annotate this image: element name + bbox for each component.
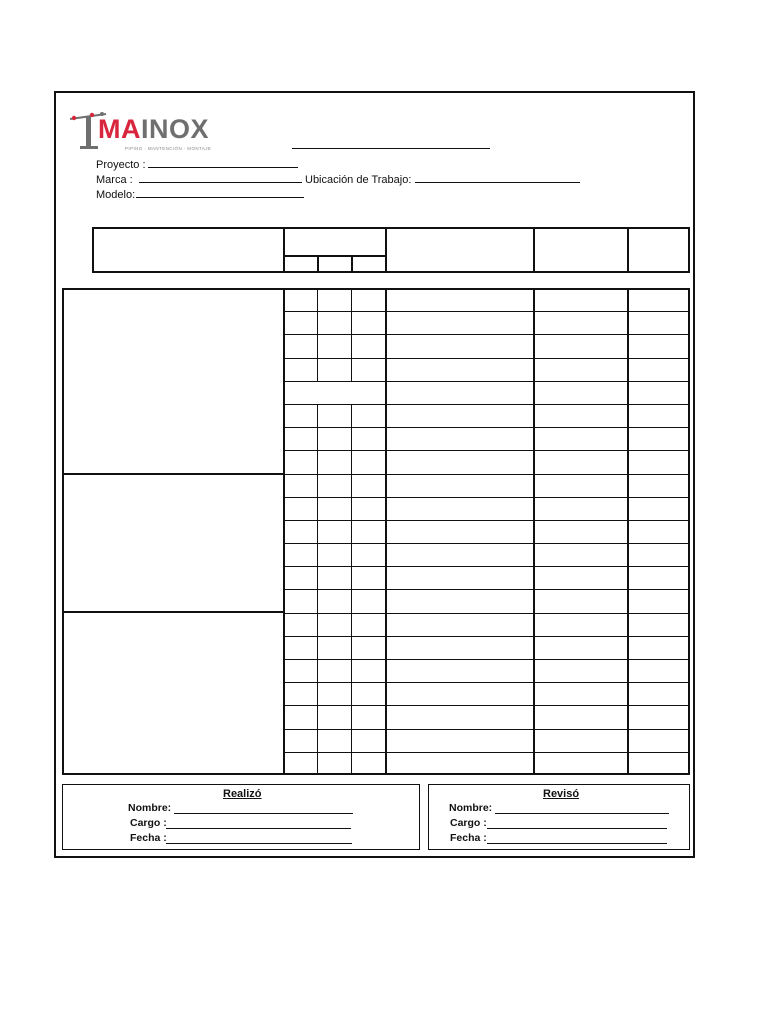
grid-row-line [283, 311, 690, 312]
grid-row-line [283, 520, 690, 521]
grid-row-line [283, 566, 690, 567]
grid-row-line [283, 543, 690, 544]
inspection-grid [62, 288, 690, 775]
reviso-nombre-label: Nombre: [449, 802, 493, 814]
grid-row-line [283, 474, 690, 475]
realizo-fecha-label: Fecha : [130, 832, 167, 844]
header-divider [627, 227, 629, 273]
header-divider [283, 227, 285, 273]
grid-row-line [283, 752, 690, 753]
reviso-fecha-line[interactable] [487, 843, 667, 844]
grid-row-line [283, 497, 690, 498]
grid-column-divider [533, 288, 535, 775]
reviso-title: Revisó [543, 788, 580, 800]
title-blank-line [292, 148, 490, 149]
marca-field[interactable]: Marca : [96, 174, 302, 187]
grid-column-divider [283, 288, 285, 775]
modelo-field[interactable]: Modelo: [96, 189, 304, 202]
realizo-title: Realizó [223, 788, 262, 800]
ubicacion-field[interactable]: Ubicación de Trabajo: [305, 174, 580, 187]
grid-row-line [283, 589, 690, 590]
grid-column-divider [385, 288, 387, 775]
grid-section-divider [62, 473, 283, 475]
reviso-cargo-line[interactable] [487, 828, 667, 829]
grid-row-line [283, 358, 690, 359]
realizo-nombre-line[interactable] [174, 813, 353, 814]
grid-row-line [283, 613, 690, 614]
realizo-cargo-line[interactable] [166, 828, 351, 829]
realizo-cargo-label: Cargo : [130, 817, 167, 829]
grid-row-line [283, 659, 690, 660]
grid-row-line [283, 381, 690, 382]
grid-section-divider [62, 611, 283, 613]
grid-row-line [283, 427, 690, 428]
proyecto-field[interactable]: Proyecto : [96, 159, 298, 172]
brand-wordmark: MAINOX [98, 114, 210, 144]
grid-row-line [283, 636, 690, 637]
grid-row-line [283, 450, 690, 451]
grid-row-line [283, 705, 690, 706]
grid-row-line [283, 404, 690, 405]
grid-row-line [283, 334, 690, 335]
header-divider [385, 227, 387, 273]
header-subdivider [283, 255, 386, 257]
reviso-nombre-line[interactable] [495, 813, 669, 814]
header-table [92, 227, 690, 273]
header-subdivider [317, 255, 319, 273]
header-divider [533, 227, 535, 273]
header-subdivider [351, 255, 353, 273]
mainox-logo [68, 108, 218, 154]
brand-tagline: PIPING · MANTENCIÓN · MONTAJE [125, 146, 212, 151]
realizo-nombre-label: Nombre: [128, 802, 172, 814]
grid-row-line [283, 729, 690, 730]
realizo-fecha-line[interactable] [166, 843, 352, 844]
grid-row-line [283, 682, 690, 683]
reviso-cargo-label: Cargo : [450, 817, 487, 829]
grid-column-divider [627, 288, 629, 775]
reviso-fecha-label: Fecha : [450, 832, 487, 844]
